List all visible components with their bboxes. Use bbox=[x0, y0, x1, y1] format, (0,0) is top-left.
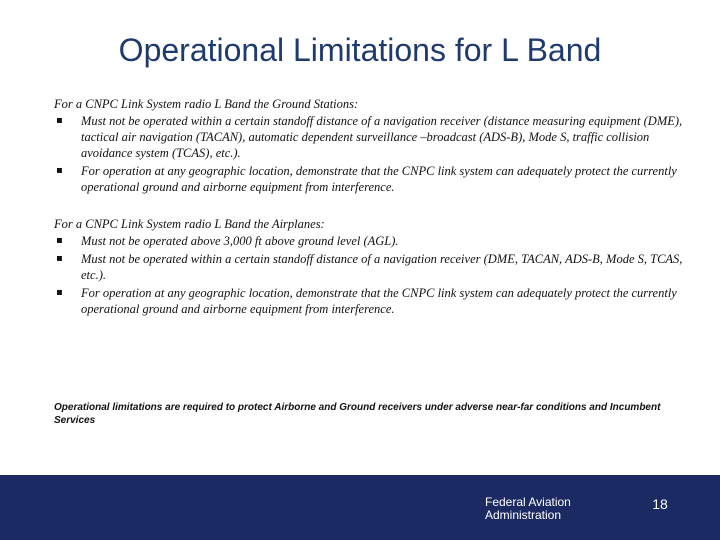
bullet-text: Must not be operated within a certain standoff distance of a navigation receiver (DME, TACAN, ADS-B, Mode S, TCAS, etc.). bbox=[81, 252, 683, 282]
list-item bbox=[54, 163, 684, 195]
bullet-icon: ▪ bbox=[56, 165, 63, 176]
list-item bbox=[54, 233, 684, 249]
slide-title: Operational Limitations for L Band bbox=[118, 32, 602, 68]
bullet-icon: ▪ bbox=[56, 287, 63, 298]
airplanes-heading: For a CNPC Link System radio L Band the Airplanes: bbox=[54, 217, 325, 231]
bullet-text: Must not be operated within a certain standoff distance of a navigation receiver (distance measuring equipment (DME), tactical air navigation (TACAN), automatic dependent surveillance –broadcast (ADS-B), Mode S, traffic collision avoidance system (TCAS), etc.). bbox=[81, 114, 683, 160]
bullet-icon: ▪ bbox=[56, 115, 63, 126]
ground-stations-heading: For a CNPC Link System radio L Band the Ground Stations: bbox=[54, 97, 359, 111]
ground-stations-section bbox=[54, 96, 684, 195]
agency-name-line1: Federal Aviation bbox=[485, 495, 571, 509]
agency-name-line2: Administration bbox=[485, 508, 562, 522]
bullet-text: For operation at any geographic location, demonstrate that the CNPC link system can adequately protect the currently operational ground and airborne equipment from interference. bbox=[81, 164, 677, 194]
bullet-icon: ▪ bbox=[56, 253, 63, 264]
bullet-text: For operation at any geographic location, demonstrate that the CNPC link system can adequately protect the currently operational ground and airborne equipment from interference. bbox=[81, 286, 677, 316]
list-item bbox=[54, 113, 684, 161]
agency-name bbox=[485, 496, 615, 522]
bullet-text: Must not be operated above 3,000 ft above ground level (AGL). bbox=[81, 234, 399, 248]
ground-stations-list bbox=[54, 113, 684, 195]
list-item bbox=[54, 285, 684, 317]
slide-body bbox=[54, 96, 684, 318]
footer-bar bbox=[0, 475, 720, 540]
footnote-text: Operational limitations are required to protect Airborne and Ground receivers under adverse near-far conditions and Incumbent Services bbox=[54, 402, 661, 426]
page-number: 18 bbox=[652, 496, 668, 512]
list-item bbox=[54, 251, 684, 283]
airplanes-section bbox=[54, 216, 684, 317]
bullet-icon: ▪ bbox=[56, 235, 63, 246]
airplanes-list bbox=[54, 233, 684, 317]
